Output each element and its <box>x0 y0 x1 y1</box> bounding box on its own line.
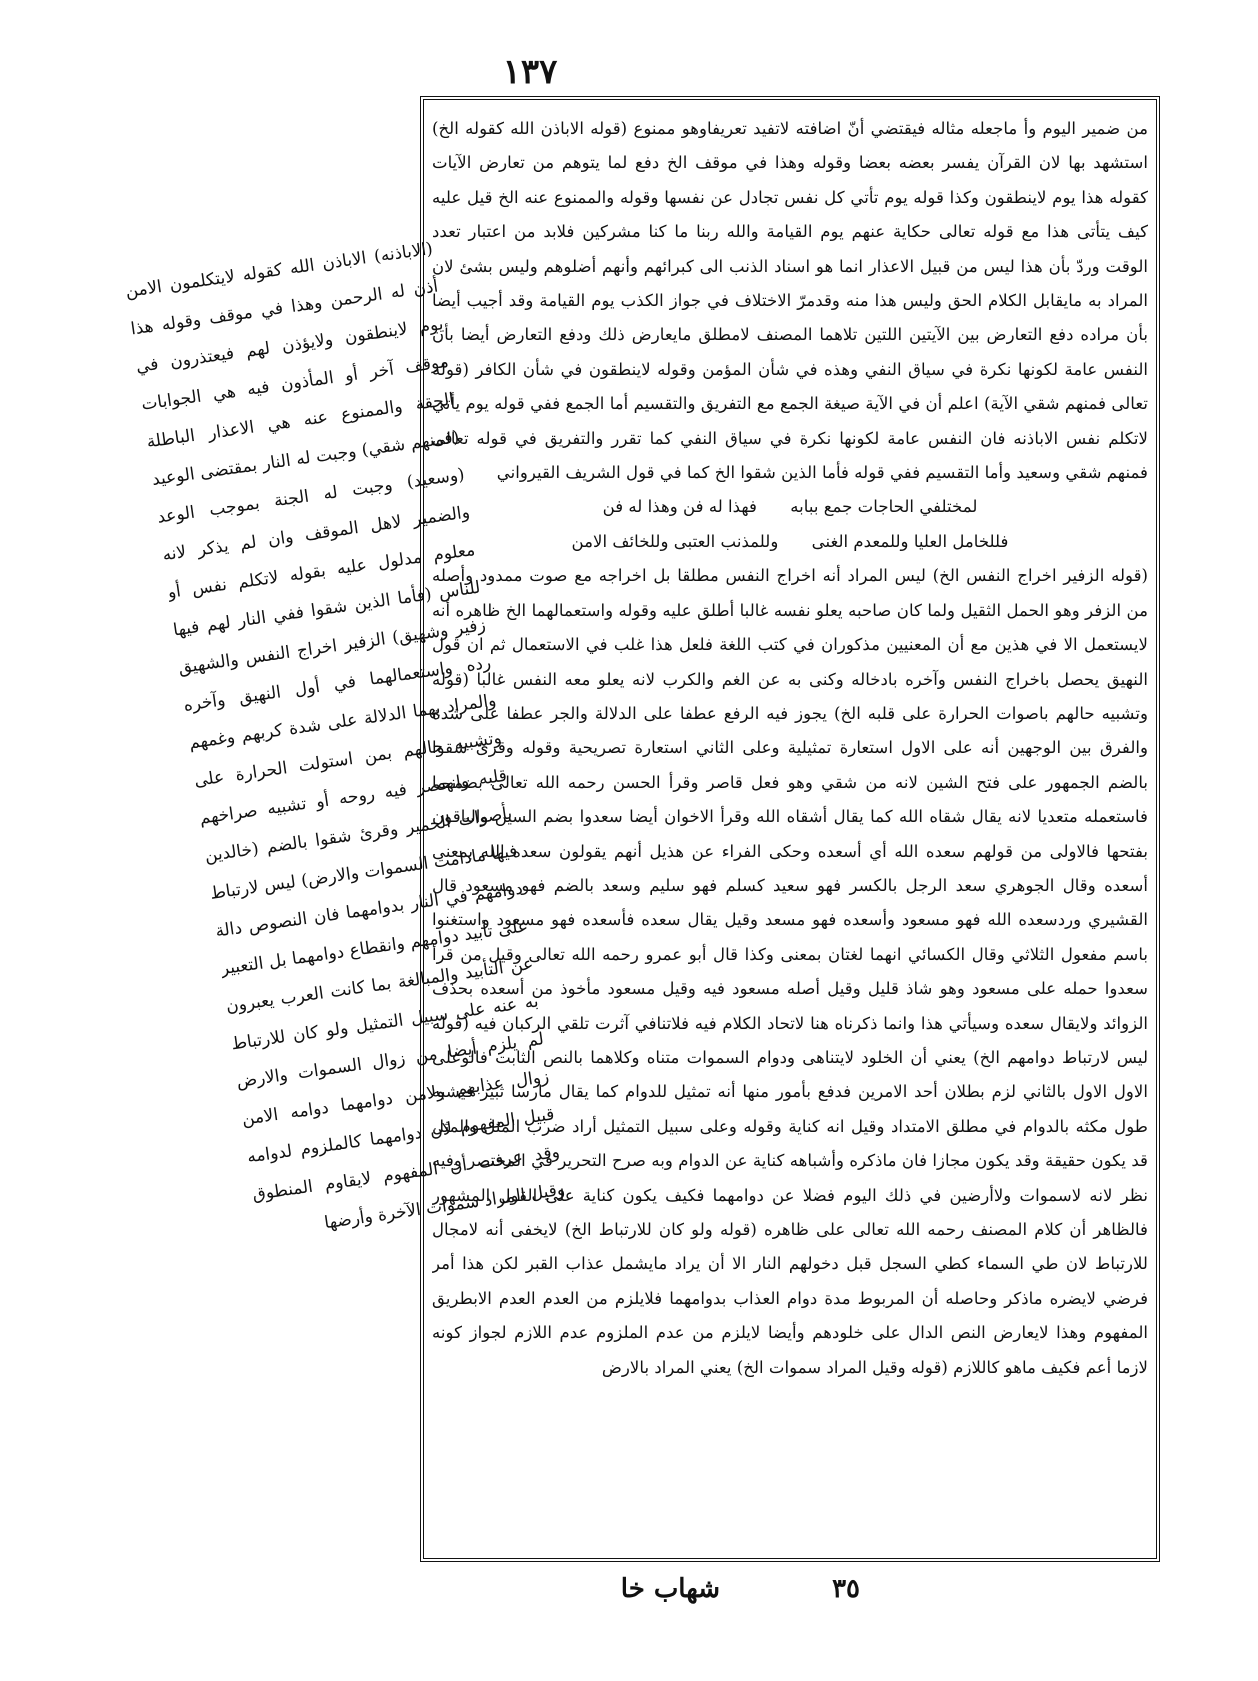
footer-signature: شهاب خا <box>620 1574 720 1604</box>
margin-commentary: (الاباذنه) الاباذن الله كقوله لايتكلمون الامن أذن له الرحمن وهذا في موقف وقوله هذا يوم لاينطقون ولايؤذن لهم فيعتذرون في موقف آخر أو المأذون فيه هي الجوابات الحقة والممنوع عنه هي الاعذار الباطلة (فمنهم شقي) وجبت له النار بمقتضى الوعيد (وسعيد) وجبت له الجنة بموجب الوعد والضمير لاهل الموقف وان لم يذكر لانه معلوم مدلول عليه بقوله لاتكلم نفس أو للناس (فأما الذين شقوا ففي النار لهم فيها زفير وشهيق) الزفير اخراج النفس والشهيق رده واستعمالهما في أول النهيق وآخره والمراد بهما الدلالة على شدة كربهم وغمهم وتشبيه حالهم بمن استولت الحرارة على قلبه وانحصر فيه روحه أو تشبيه صراخهم بأصوات الحمير وقرئ شقوا بالضم (خالدين فيها مادامت السموات والارض) ليس لارتباط دوامهم في النار بدوامهما فان النصوص دالة على تأبيد دوامهم وانقطاع دوامهما بل التعبير عن التأبيد والمبالغة بما كانت العرب يعبرون به عنه على سبيل التمثيل ولو كان للارتباط لم يلزم أيضا من زوال السموات والارض زوال عذابهم ولامن دوامهما دوامه الامن قبيل المفهوم لان دوامهما كالملزوم لدوامه وقد عرفت أن المفهوم لايقاوم المنطوق وقيل المراد سموات الآخرة وأرضها <box>124 238 567 1234</box>
main-paragraph: (قوله الزفير اخراج النفس الخ) ليس المراد أنه اخراج النفس مطلقا بل اخراجه مع صوت ممدود وأصله من الزفر وهو الحمل الثقيل ولما كان صاحبه يعلو نفسه غالبا أطلق عليه وقوله واستعمالهما الخ ظاهره أنه لايستعمل الا في هذين مع أن المعنيين مذكوران في كتب اللغة فلعل هذا غلب في الاستعمال ثم ان قول النهيق يحصل باخراج النفس وآخره بادخاله وكنى به عن الغم والكرب لانه يعلو معه النفس غالبا (قوله وتشبيه حالهم باصوات الحرارة على قلبه الخ) يجوز فيه الرفع عطفا على الدلالة والجر عطفا على شدة والفرق بين الوجهين أنه على الاول استعارة تمثيلية وعلى الثاني استعارة تصريحية وقوله وقرئ شقوا بالضم الجمهور على فتح الشين لانه من شقي وهو فعل قاصر وقرأ الحسن رحمه الله تعالى بضمهما فاستعمله متعديا لانه يقال شقاه الله كما يقال أشقاه الله وقرأ الاخوان أيضا سعدوا بضم السين والباقون بفتحها فالاولى من قولهم سعده الله أي أسعده وحكى الفراء عن هذيل أنهم يقولون سعده الله بمعنى أسعده وقال الجوهري سعد الرجل بالكسر فهو سعيد كسلم فهو سليم وسعد بالضم فهو مسعود قال القشيري وردسعده الله فهو مسعود وأسعده فهو مسعد وقيل يقال سعده فأسعده فهو مسعود واستغنوا باسم مفعول الثلاثي وقال الكسائي انهما لغتان بمعنى وكذا قال أبو عمرو رحمه الله تعالى وقيل من قرأ سعدوا حمله على مسعود وهو شاذ قليل وقيل أصله مسعود فيه وقيل مسعود مأخوذ من أسعده بحذف الزوائد ولايقال سعده وسيأتي هذا وانما ذكرناه هنا لاتحاد الكلام فيه فلاتنافي آثرت تلقي الركبان فيه (قوله ليس لارتباط دوامهم الخ) يعني أن الخلود لايتناهى ودوام السموات متناه وكلاهما بالنص الثابت فالوعلى الاول الاول بالثاني لزم بطلان أحد الامرين فدفع بأمور منها أنه تمثيل للدوام كما يقال مارسا ثبير فيشبه طول مكثه بالدوام في مطلق الامتداد وقيل انه كناية وقوله وعلى سبيل التمثيل أراد ضرب المثل والمثل قد يكون حقيقة وقد يكون مجازا فان ماذكره وأشباهه كناية عن الدوام وبه صرح التحرير في المختصر وفيه نظر لانه لاسموات ولاأرضين في ذلك اليوم فضلا عن دوامهما فكيف يكون كناية على القول المشهور فالظاهر أن كلام المصنف رحمه الله تعالى على ظاهره (قوله ولو كان للارتباط الخ) لايخفى أنه لامجال للارتباط لان طي السماء كطي السجل قبل دخولهم النار الا أن يراد مايشمل عذاب القبر لكن هذا أمر فرضي لايضره ماذكر وحاصله أن المربوط مدة دوام العذاب بدوامهما فلايلزم من العدم العدم الابطريق المفهوم وهذا لايعارض النص الدال على خلودهم وأيضا لايلزم من عدم الملزوم عدم اللازم لجواز كونه لازما أعم فكيف ماهو كاللازم (قوله وقيل المراد سموات الخ) يعني المراد بالارض <box>432 566 1148 1377</box>
main-paragraph: من ضمير اليوم وأ ماجعله مثاله فيقتضي أنّ اضافته لاتفيد تعريفاوهو ممنوع (قوله الاباذن الله كقوله الخ) استشهد بها لان القرآن يفسر بعضه بعضا وقوله وهذا في موقف الخ دفع لما يتوهم من تعارض الآيات كقوله هذا يوم لاينطقون وكذا قوله يوم تأتي كل نفس تجادل عن نفسها وقوله والممنوع عنه الخ قيل عليه كيف يتأتى هذا مع قوله تعالى حكاية عنهم يوم القيامة والله ربنا ما كنا مشركين فلابد من اعتبار تعدد الوقت وردّ بأن هذا ليس من قبيل الاعذار انما هو اسناد الذنب الى كبرائهم وأنهم أضلوهم وليس بشئ لان المراد به مايقابل الكلام الحق وليس هذا منه وقدمرّ الاختلاف في جواز الكذب يوم القيامة وقد أجيب أيضا بأن مراده دفع التعارض بين الآيتين اللتين تلاهما المصنف لامطلق مايعارض ذلك ودفع التعارض أيضا بأن النفس عامة لكونها نكرة في سياق النفي وهذه في شأن المؤمن وقوله لاينطقون في شأن الكافر (قوله تعالى فمنهم شقي الآية) اعلم أن في الآية صيغة الجمع مع التفريق والتقسيم أما الجمع ففي قوله يوم يأتي لاتكلم نفس الاباذنه فان النفس عامة لكونها نكرة في سياق النفي كما تقرر والتفريق في قوله تعالى فمنهم شقي وسعيد وأما التقسيم ففي قوله فأما الذين شقوا الخ كما في قول الشريف القيرواني <box>432 119 1148 483</box>
page-number: ١٣٧ <box>502 52 558 92</box>
verse-hemistich: فللخامل العليا وللمعدم الغنى <box>811 531 1009 551</box>
verse-hemistich: وللمذنب العتبى وللخائف الامن <box>571 531 779 551</box>
verse <box>432 490 1148 559</box>
verse-hemistich: فهذا له فن وهذا له فن <box>602 497 757 517</box>
footer-page-number: ٣٥ <box>832 1574 860 1604</box>
verse-hemistich: لمختلفي الحاجات جمع ببابه <box>790 497 978 517</box>
